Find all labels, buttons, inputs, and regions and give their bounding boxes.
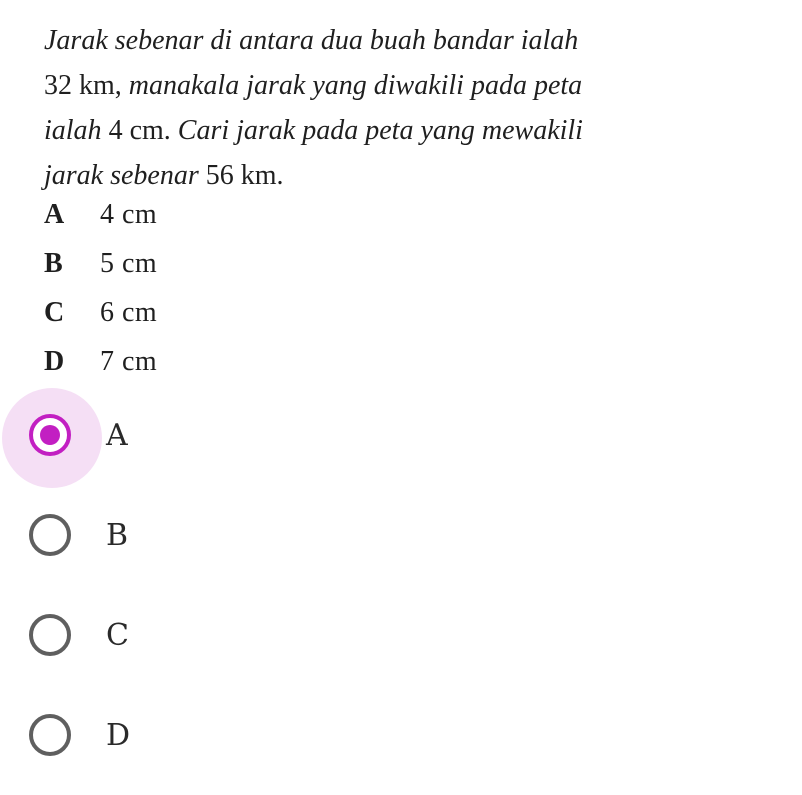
question-text [44, 18, 784, 198]
question-target-value: 56 km. [205, 160, 284, 191]
option-row-d [44, 337, 157, 386]
radio-option-b[interactable] [0, 488, 802, 588]
radio-button[interactable] [29, 514, 71, 556]
radio-button[interactable] [29, 614, 71, 656]
question-map-value: 4 cm. [108, 115, 171, 146]
option-row-b [44, 239, 157, 288]
option-text: 5 cm [100, 248, 158, 279]
answer-radio-group [0, 388, 802, 788]
option-letter: C [44, 297, 65, 328]
question-line-3 [44, 108, 784, 153]
option-letter: D [44, 346, 65, 377]
option-row-c [44, 288, 157, 337]
question-line-2 [44, 63, 784, 108]
option-text: 4 cm [100, 199, 158, 230]
radio-button[interactable] [29, 714, 71, 756]
radio-option-d[interactable] [0, 688, 802, 788]
option-letter: B [44, 248, 63, 279]
radio-button[interactable] [29, 414, 71, 456]
question-line-3-prefix: ialah [44, 115, 109, 146]
option-text: 6 cm [100, 297, 158, 328]
radio-label[interactable]: C [106, 618, 129, 653]
radio-label[interactable]: A [106, 418, 128, 453]
question-line-1: Jarak sebenar di antara dua buah bandar ialah [44, 25, 579, 56]
question-distance-value: 32 km, [44, 70, 122, 101]
radio-label[interactable]: D [106, 718, 131, 753]
answer-options-list [44, 190, 157, 386]
question-line-4-prefix: jarak sebenar [44, 160, 206, 191]
radio-option-a[interactable] [0, 388, 802, 488]
question-line-3-text: Cari jarak pada peta yang mewakili [170, 115, 583, 146]
option-letter: A [44, 199, 65, 230]
radio-option-c[interactable] [0, 588, 802, 688]
option-text: 7 cm [100, 346, 158, 377]
option-row-a [44, 190, 157, 239]
radio-label[interactable]: B [106, 518, 129, 553]
question-line-2-text: manakala jarak yang diwakili pada peta [121, 70, 583, 101]
radio-selected-dot [40, 425, 60, 445]
